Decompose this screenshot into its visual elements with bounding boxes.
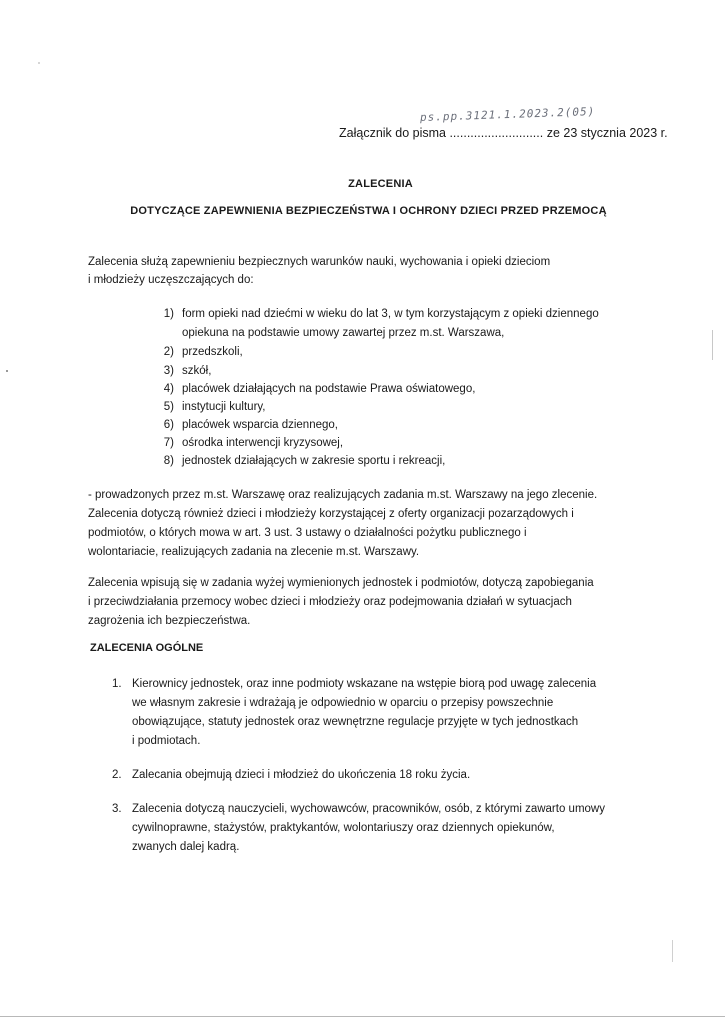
list-item: 8) jednostek działających w zakresie sportu i rekreacji, bbox=[163, 455, 446, 467]
list-item: 1) form opieki nad dziećmi w wieku do lat 3, w tym korzystającym z opieki dziennego bbox=[163, 308, 599, 320]
scan-mark bbox=[6, 370, 8, 372]
list-item: 4) placówek działających na podstawie Prawa oświatowego, bbox=[163, 383, 476, 395]
attachment-line: Załącznik do pisma ........................... ze 23 stycznia 2023 r. bbox=[339, 126, 668, 140]
list-item-continuation: zwanych dalej kadrą. bbox=[132, 841, 240, 853]
para3-line-1: Zalecenia wpisują się w zadania wyżej wymienionych jednostek i podmiotów, dotyczą zapobiegania bbox=[88, 577, 594, 589]
list-item-continuation: cywilnoprawne, stażystów, praktykantów, wolontariuszy oraz dziennych opiekunów, bbox=[132, 822, 555, 834]
para3-line-3: zagrożenia ich bezpieczeństwa. bbox=[88, 615, 251, 627]
scan-speck bbox=[38, 62, 40, 64]
list-item: 2) przedszkoli, bbox=[163, 346, 243, 358]
scan-mark bbox=[672, 940, 673, 962]
para2-line-3: podmiotów, o których mowa w art. 3 ust. 3 ustawy o działalności pożytku publicznego i bbox=[88, 527, 527, 539]
list-item-continuation: opiekuna na podstawie umowy zawartej przez m.st. Warszawa, bbox=[182, 327, 505, 339]
section-heading: ZALECENIA OGÓLNE bbox=[90, 642, 204, 654]
list-item: 3) szkół, bbox=[163, 365, 212, 377]
list-item: 6) placówek wsparcia dziennego, bbox=[163, 419, 338, 431]
list-item: 2. Zalecania obejmują dzieci i młodzież do ukończenia 18 roku życia. bbox=[112, 769, 471, 781]
list-item: 1. Kierownicy jednostek, oraz inne podmioty wskazane na wstępie biorą pod uwagę zalecenia bbox=[112, 678, 597, 690]
para2-line-1: - prowadzonych przez m.st. Warszawę oraz realizujących zadania m.st. Warszawy na jego zlecenie. bbox=[88, 489, 598, 501]
list-item: 3. Zalecenia dotyczą nauczycieli, wychowawców, pracowników, osób, z którymi zawarto umowy bbox=[112, 803, 605, 815]
document-title: ZALECENIA bbox=[348, 178, 413, 190]
handwritten-reference: ps.pp.3121.1.2023.2(05) bbox=[419, 104, 596, 125]
list-item-continuation: obowiązujące, statuty jednostek oraz wewnętrzne regulacje przyjęte w tych jednostkach bbox=[132, 716, 579, 728]
intro-line-2: i młodzieży uczęszczających do: bbox=[88, 274, 254, 286]
page-edge bbox=[0, 1016, 725, 1017]
para3-line-2: i przeciwdziałania przemocy wobec dzieci i młodzieży oraz podejmowania działań w sytuacjach bbox=[88, 596, 572, 608]
list-item: 5) instytucji kultury, bbox=[163, 401, 266, 413]
list-item-continuation: we własnym zakresie i wdrażają je odpowiednio w oparciu o przepisy powszechnie bbox=[132, 697, 554, 709]
list-item-continuation: i podmiotach. bbox=[132, 735, 201, 747]
intro-line-1: Zalecenia służą zapewnieniu bezpiecznych warunków nauki, wychowania i opieki dzieciom bbox=[88, 256, 551, 268]
scan-mark bbox=[712, 330, 713, 360]
para2-line-4: wolontariacie, realizujących zadania na zlecenie m.st. Warszawy. bbox=[88, 546, 420, 558]
para2-line-2: Zalecenia dotyczą również dzieci i młodzieży korzystającej z oferty organizacji pozarządowych i bbox=[88, 508, 574, 520]
document-subtitle: DOTYCZĄCE ZAPEWNIENIA BEZPIECZEŃSTWA I OCHRONY DZIECI PRZED PRZEMOCĄ bbox=[130, 205, 607, 217]
list-item: 7) ośrodka interwencji kryzysowej, bbox=[163, 437, 344, 449]
